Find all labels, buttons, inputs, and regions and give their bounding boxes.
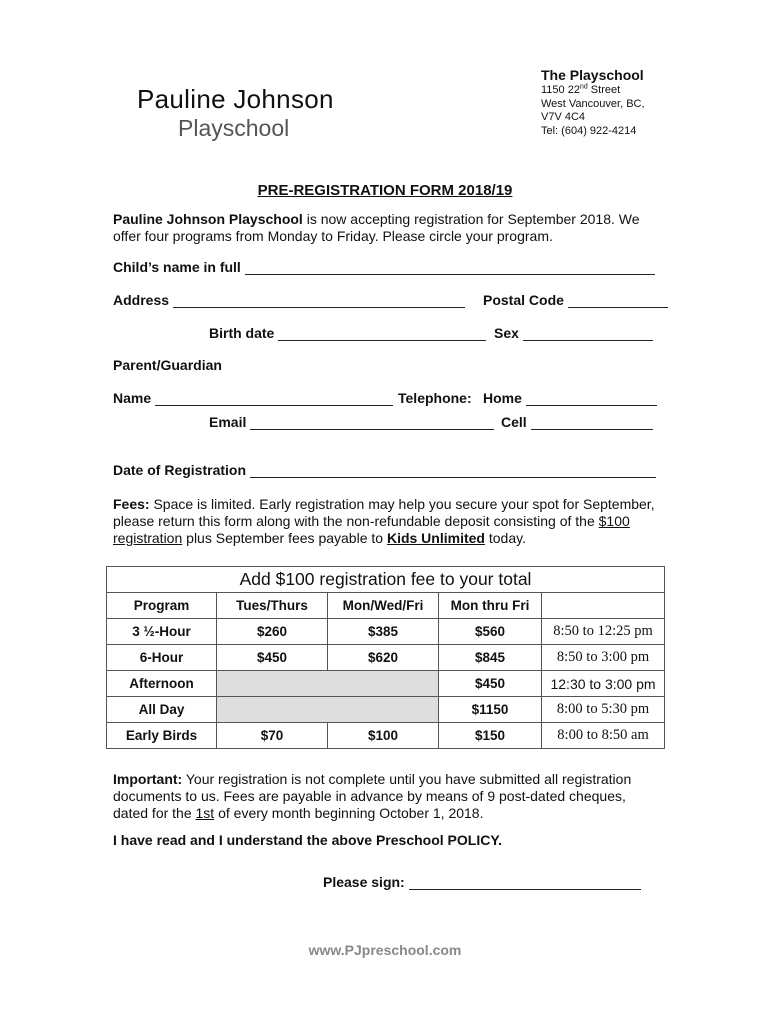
child-name-field[interactable]: Child’s name in full (113, 259, 655, 275)
parent-guardian-label: Parent/Guardian (113, 357, 222, 373)
header-mon-wed-fri: Mon/Wed/Fri (328, 593, 439, 619)
form-title: PRE-REGISTRATION FORM 2018/19 (257, 182, 513, 199)
mon-wed-fri-cell: $620 (328, 645, 439, 671)
mon-wed-fri-cell: $100 (328, 723, 439, 749)
time-cell: 8:50 to 12:25 pm (542, 619, 665, 645)
table-row (107, 619, 665, 645)
address-street-line: 1150 22nd Street (541, 83, 621, 96)
email-field[interactable]: Email (209, 414, 494, 430)
telephone-label: Telephone: (398, 390, 472, 406)
intro-paragraph: Pauline Johnson Playschool is now accepting registration for September 2018. We offer four programs from Monday to Friday. Please circle your program. (113, 211, 640, 244)
time-cell: 12:30 to 3:00 pm (542, 671, 665, 697)
footer-url[interactable]: www.PJpreschool.com (308, 942, 462, 958)
sex-field[interactable]: Sex (494, 325, 653, 341)
fees-paragraph: Fees: Space is limited. Early registration may help you secure your spot for September, please return this form along with the non-refundable deposit consisting of the $100 registration plus September fees payable to Kids Unlimited today. (113, 496, 655, 546)
address-block (541, 66, 645, 138)
mon-thru-fri-cell: $1150 (439, 697, 542, 723)
postal-code-field[interactable]: Postal Code (483, 292, 668, 308)
time-cell: 8:00 to 5:30 pm (542, 697, 665, 723)
mon-thru-fri-cell: $150 (439, 723, 542, 749)
unavailable-cell (217, 697, 439, 723)
address-postal: V7V 4C4 (541, 111, 586, 124)
time-cell: 8:50 to 3:00 pm (542, 645, 665, 671)
program-cell: Afternoon (107, 671, 217, 697)
mon-thru-fri-cell: $845 (439, 645, 542, 671)
phone: Tel: (604) 922-4214 (541, 124, 637, 137)
home-phone-field[interactable]: Home (483, 390, 657, 406)
tues-thurs-cell: $70 (217, 723, 328, 749)
policy-statement: I have read and I understand the above Preschool POLICY. (113, 832, 502, 848)
tues-thurs-cell: $450 (217, 645, 328, 671)
tues-thurs-cell: $260 (217, 619, 328, 645)
mon-thru-fri-cell: $560 (439, 619, 542, 645)
school-name-line2: Playschool (178, 115, 290, 141)
header-program: Program (107, 593, 217, 619)
table-caption: Add $100 registration fee to your total (107, 567, 665, 593)
signature-field[interactable]: Please sign: (323, 874, 641, 890)
address-city: West Vancouver, BC, (541, 97, 645, 110)
org-title: The Playschool (541, 67, 644, 83)
header-tues-thurs: Tues/Thurs (217, 593, 328, 619)
header-mon-thru-fri: Mon thru Fri (439, 593, 542, 619)
mon-wed-fri-cell: $385 (328, 619, 439, 645)
date-of-registration-field[interactable]: Date of Registration (113, 462, 656, 478)
table-row (107, 671, 665, 697)
table-header-row (107, 593, 665, 619)
cell-field[interactable]: Cell (501, 414, 653, 430)
unavailable-cell (217, 671, 439, 697)
birth-date-field[interactable]: Birth date (209, 325, 486, 341)
program-cell: 3 ½-Hour (107, 619, 217, 645)
program-cell: Early Birds (107, 723, 217, 749)
address-field[interactable]: Address (113, 292, 465, 308)
program-cell: 6-Hour (107, 645, 217, 671)
parent-name-field[interactable]: Name (113, 390, 393, 406)
important-paragraph: Important: Your registration is not complete until you have submitted all registration documents to us. Fees are payable in advance by means of 9 post-dated cheques, dated for the 1st of every month beginning October 1, 2018. (113, 771, 632, 821)
table-row (107, 697, 665, 723)
header-time (542, 593, 665, 619)
table-row (107, 723, 665, 749)
mon-thru-fri-cell: $450 (439, 671, 542, 697)
time-cell: 8:00 to 8:50 am (542, 723, 665, 749)
school-name-line1: Pauline Johnson (137, 84, 334, 114)
fee-table (106, 566, 664, 749)
table-row (107, 645, 665, 671)
program-cell: All Day (107, 697, 217, 723)
